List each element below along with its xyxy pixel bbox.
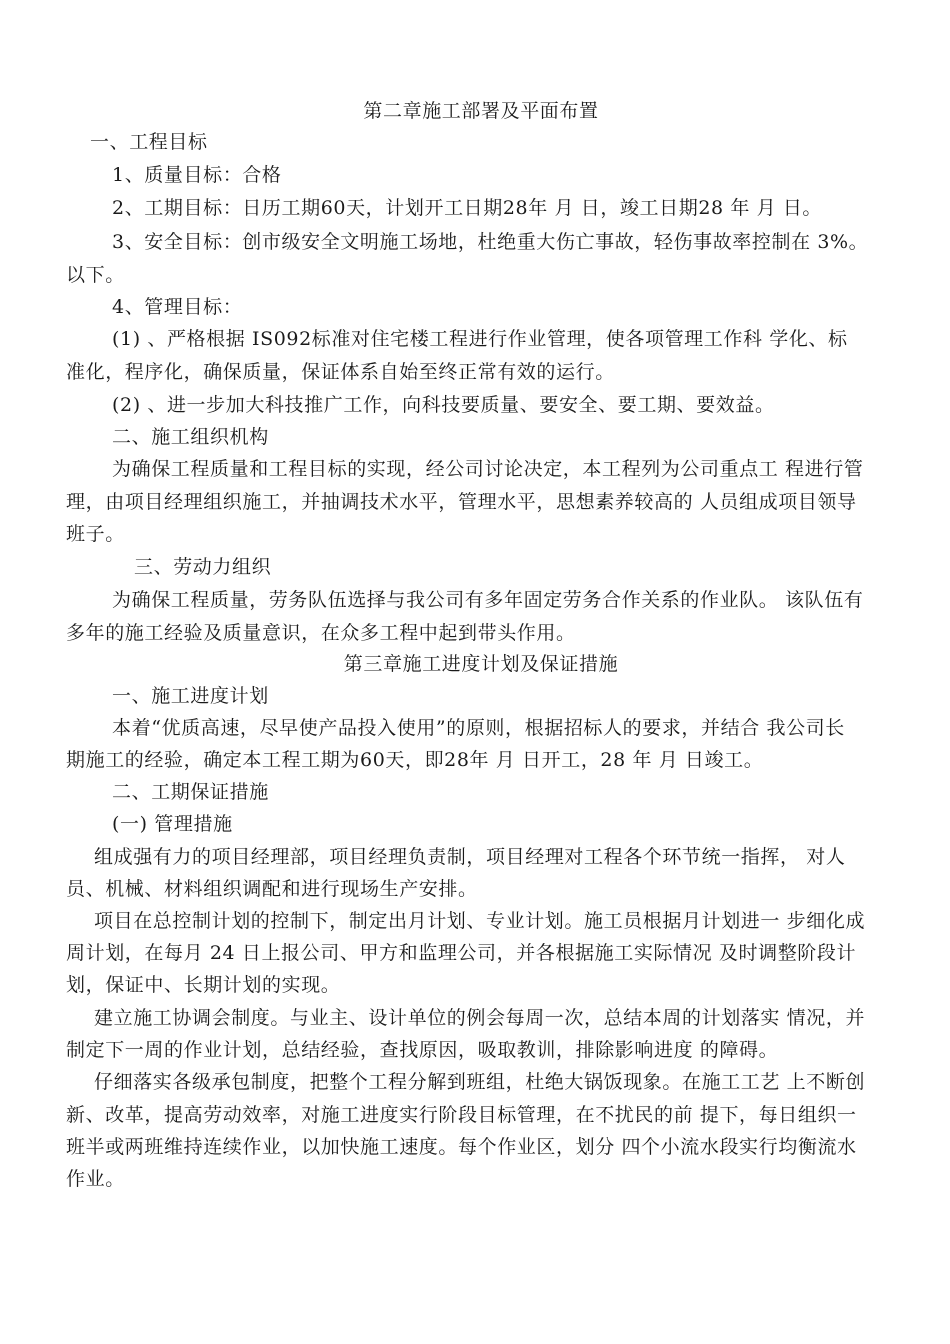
organization-para-line3: 班子。 (66, 523, 125, 545)
measure4-line3: 班半或两班维持连续作业，以加快施工速度。每个作业区，划分 四个小流水段实行均衡流水 (66, 1136, 857, 1158)
safety-goal-line2: 以下。 (66, 264, 125, 286)
measure4-line1: 仔细落实各级承包制度，把整个工程分解到班组，杜绝大锅饭现象。在施工工艺 上不断创 (94, 1071, 866, 1093)
measure4-line4: 作业。 (66, 1168, 125, 1190)
section1-heading: 一、工程目标 (90, 131, 208, 153)
measure3-line2: 制定下一周的作业计划，总结经验，查找原因，吸取教训，排除影响进度 的障碍。 (66, 1039, 779, 1061)
organization-para-line1: 为确保工程质量和工程目标的实现，经公司讨论决定，本工程列为公司重点工 程进行管 (112, 458, 864, 480)
measure2-line1: 项目在总控制计划的控制下，制定出月计划、专业计划。施工员根据月计划进一 步细化成 (94, 910, 866, 932)
management-item2: (2) 、进一步加大科技推广工作，向科技要质量、要安全、要工期、要效益。 (112, 394, 775, 416)
section3-heading: 三、劳动力组织 (134, 556, 272, 578)
chapter2-title: 第二章施工部署及平面布置 (363, 100, 599, 122)
management-item1-line2: 准化，程序化，确保质量，保证体系自始至终正常有效的运行。 (66, 361, 615, 383)
labor-para-line1: 为确保工程质量，劳务队伍选择与我公司有多年固定劳务合作关系的作业队。 该队伍有 (112, 589, 864, 611)
plan-para-line1: 本着“优质高速，尽早使产品投入使用”的原则，根据招标人的要求，并结合 我公司长 (112, 717, 845, 739)
management-measures-heading: (一) 管理措施 (112, 813, 233, 835)
measure1-line2: 员、机械、材料组织调配和进行现场生产安排。 (66, 878, 478, 900)
measure1-line1: 组成强有力的项目经理部，项目经理负责制，项目经理对工程各个环节统一指挥， 对人 (94, 846, 846, 868)
section2-heading: 二、施工组织机构 (112, 426, 269, 448)
schedule-measures-heading: 二、工期保证措施 (112, 781, 269, 803)
measure2-line3: 划，保证中、长期计划的实现。 (66, 974, 341, 996)
measure4-line2: 新、改革，提高劳动效率，对施工进度实行阶段目标管理，在不扰民的前 提下，每日组织一 (66, 1104, 857, 1126)
quality-goal: 1、质量目标：合格 (112, 164, 282, 186)
management-goal: 4、管理目标： (112, 296, 243, 318)
labor-para-line2: 多年的施工经验及质量意识，在众多工程中起到带头作用。 (66, 622, 576, 644)
plan-para-line2: 期施工的经验，确定本工程工期为60天，即28年 月 日开工，28 年 月 日竣工。 (66, 749, 764, 771)
measure2-line2: 周计划，在每月 24 日上报公司、甲方和监理公司，并各根据施工实际情况 及时调整阶段计 (66, 942, 857, 964)
safety-goal-line1: 3、安全目标：创市级安全文明施工场地，杜绝重大伤亡事故，轻伤事故率控制在 3%。 (112, 231, 869, 253)
organization-para-line2: 理，由项目经理组织施工，并抽调技术水平，管理水平，思想素养较高的 人员组成项目领导 (66, 491, 857, 513)
schedule-goal: 2、工期目标：日历工期60天，计划开工日期28年 月 日，竣工日期28 年 月 日。 (112, 197, 823, 219)
measure3-line1: 建立施工协调会制度。与业主、设计单位的例会每周一次，总结本周的计划落实 情况，并 (94, 1007, 866, 1029)
chapter3-title: 第三章施工进度计划及保证措施 (343, 653, 619, 675)
plan-heading: 一、施工进度计划 (112, 685, 269, 707)
management-item1-line1: (1) 、严格根据 IS092标准对住宅楼工程进行作业管理，使各项管理工作科 学化、标 (112, 328, 848, 350)
